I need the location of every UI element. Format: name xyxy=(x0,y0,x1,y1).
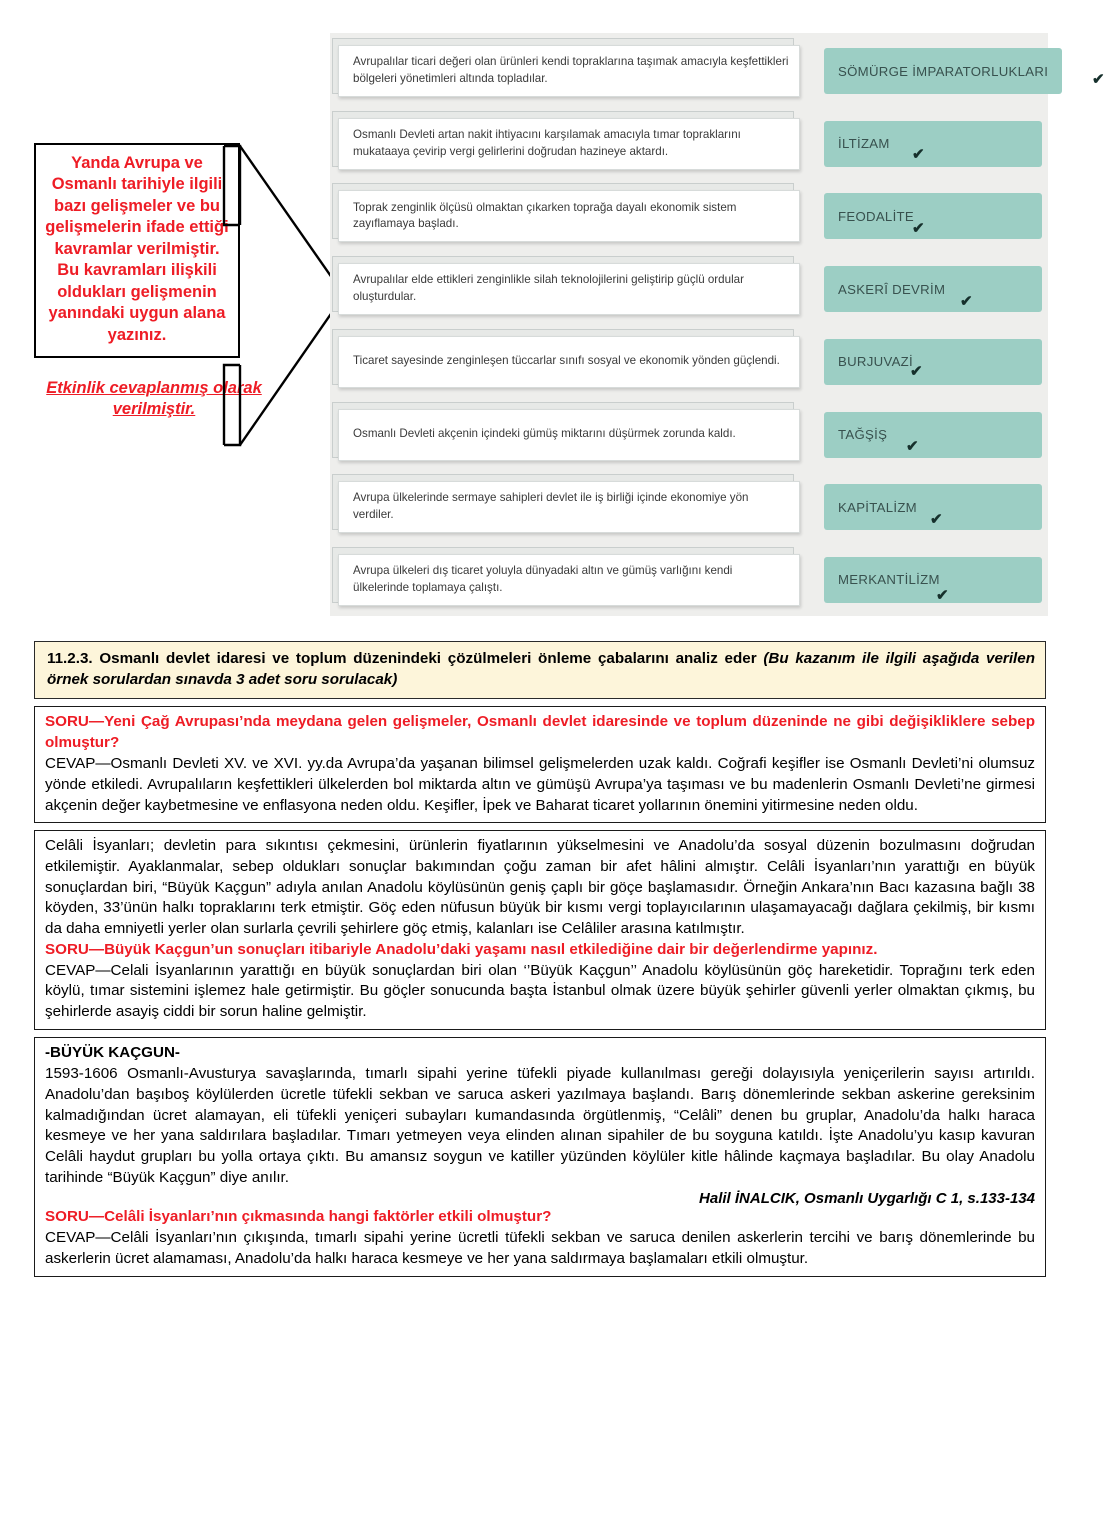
statement-wrapper xyxy=(338,118,800,170)
concept-label: İLTİZAM xyxy=(838,136,890,152)
concept-label: ASKERÎ DEVRİM xyxy=(838,281,946,297)
statement-card xyxy=(338,336,800,388)
statement-wrapper xyxy=(338,336,800,388)
statement-card xyxy=(338,263,800,315)
activity-area xyxy=(0,0,1105,628)
statement-text: Avrupa ülkeleri dış ticaret yoluyla dünyadaki altın ve gümüş varlığını kendi ülkelerinde toplamaya çalıştı. xyxy=(353,564,733,594)
buyuk-kacgun-title: -BÜYÜK KAÇGUN- xyxy=(45,1043,180,1061)
answer-3-text: CEVAP—Celâli İsyanları’nın çıkışında, tımarlı sipahi yerine ücretli tüfekli sekban ve saruca denilen askerlerin tercihi ve barış dönemlerinde bu askerlerin ücret alamaması, Anadolu’da halkı haraca kesmeye ve her yana saldırmaya başlamaları etkili olmuştur. xyxy=(45,1229,1035,1267)
statement-card xyxy=(338,554,800,606)
statement-wrapper xyxy=(338,190,800,242)
matching-row xyxy=(338,186,1042,246)
check-mark-icon: ✔ xyxy=(936,586,949,604)
statement-card xyxy=(338,409,800,461)
matching-row xyxy=(338,41,1105,101)
statement-wrapper xyxy=(338,554,800,606)
question-block-1 xyxy=(34,706,1046,823)
statement-card xyxy=(338,45,800,97)
statement-text: Avrupa ülkelerinde sermaye sahipleri devlet ile iş birliği içinde ekonomiye yön verdiler. xyxy=(353,491,749,522)
answer-2-text: CEVAP—Celali İsyanlarının yarattığı en büyük sonuçlardan biri olan ‘’Büyük Kaçgun’’ Anadolu köylüsünün göç hareketidir. Toprağını terk eden köylü, tımar sistemini işlemez hale getirmiştir. Bu göçler sonucunda başta İstanbul olmak üzere büyük şehirler güvenli yerler olmaktan çıkmış, bu şehirlerde asayiş ciddi bir sorun haline gelmiştir. xyxy=(45,961,1035,1020)
question-1-text: SORU—Yeni Çağ Avrupası’nda meydana gelen gelişmeler, Osmanlı devlet idaresinde ve toplum düzeninde ne gibi değişikliklere sebep olmuştur? xyxy=(45,713,1035,752)
celali-paragraph: Celâli İsyanları; devletin para sıkıntısı çekmesini, ürünlerin fiyatlarının yükselmesini ve Anadolu’da sosyal düzenin bozulmasını doğrudan etkilemiştir. Ayaklanmalar, sebep oldukları sonuçlar bakımından çoğu zaman bir afet hâlini almıştır. Celâli İsyanları’nın yarattığı en büyük sonuçlardan biri, “Büyük Kaçgun” adıyla anılan Anadolu köylüsünün geniş çaplı bir göçe başlamasıdır. Örneğin Ankara’nın Bacı kazasına bağlı 38 köyden, 33’ünün halkı topraklarını terk etmiştir. Göç eden nüfusun büyük bir kısmı vergi toplayıcılarının ulaşamayacağı dağlara çekilmiş, bir kısmı da daha emniyetli yerler olan surlarla çevrili şehirlere göç etmiş, kalanları ise Celâliler arasına katılmıştır. xyxy=(45,837,1035,937)
check-mark-icon: ✔ xyxy=(906,437,919,455)
statement-card xyxy=(338,118,800,170)
statement-text: Osmanlı Devleti artan nakit ihtiyacını karşılamak amacıyla tımar topraklarını mukataaya çevirip vergi gelirlerini doğrudan hazineye aktardı. xyxy=(353,127,741,158)
matching-row xyxy=(338,550,1042,610)
concept-pill xyxy=(824,484,1042,530)
learning-outcome-banner xyxy=(34,641,1046,699)
concept-label: SÖMÜRGE İMPARATORLUKLARI xyxy=(838,63,1049,79)
statement-text: Ticaret sayesinde zenginleşen tüccarlar sınıfı sosyal ve ekonomik yönden güçlendi. xyxy=(353,354,780,368)
statement-text: Avrupalılar elde ettikleri zenginlikle silah teknolojilerini geliştirip güçlü ordular oluşturdular. xyxy=(353,273,744,304)
statement-card xyxy=(338,190,800,242)
check-mark-icon: ✔ xyxy=(1092,71,1105,88)
source-citation: Halil İNALCIK, Osmanlı Uygarlığı C 1, s.133-134 xyxy=(699,1190,1035,1208)
answer-1-text: CEVAP—Osmanlı Devleti XV. ve XVI. yy.da Avrupa’da yaşanan bilimsel gelişmelerden uzak kaldı. Coğrafi keşifler ise Osmanlı Devleti’ni olumsuz yönde etkiledi. Avrupalıların keşfettikleri ülkelerden bol miktarda altın ve gümüşü Avrupa’ya taşıması ve bu madenlerin Osmanlı Devleti’ne girmesi akçenin değer kaybetmesine ve enflasyona neden oldu. Keşifler, İpek ve Baharat ticaret yollarının önemini yitirmesine neden oldu. xyxy=(45,755,1035,814)
instruction-text: Yanda Avrupa ve Osmanlı tarihiyle ilgili bazı gelişmeler ve bu gelişmelerin ifade ettiği kavramlar verilmiştir. Bu kavramları ilişkili oldukları gelişmenin yanındaki uygun alana yazınız. xyxy=(45,154,229,344)
matching-activity-image xyxy=(330,33,1105,616)
concept-label: FEODALİTE xyxy=(838,208,914,224)
statement-wrapper xyxy=(338,409,800,461)
buyuk-kacgun-paragraph: 1593-1606 Osmanlı-Avusturya savaşlarında, tımarlı sipahi yerine tüfekli piyade kullanılması gereği dolayısıyla yeniçerilerin sayısı artırıldı. Anadolu’dan başıboş köylülerden ücretle tüfekli sekban ve saruca askeri yazılmaya başlandı. Barış dönemlerinde sekban askerine gereksinim kalmadığından ücret alamayan, eli tüfekli yeniçeri subayları kumandasında örgütlenmiş, “Celâli” denen bu gruplar, Anadolu’da halkı haraca kesmeye ve her yana saldırılara başladılar. Tımarı yetmeyen veya elinden alınan sipahiler de bu soyguna katıldı. İşte Anadolu’yu kasıp kavuran Celâli haydut grupları bu yolla ortaya çıktı. Bu amansız soygun ve katiller yüzünden köylüler kitle hâlinde kaçmaya başladılar. Bu olay Anadolu tarihinde “Büyük Kaçgun” diye anılır. xyxy=(45,1065,1035,1186)
learning-outcome-main: 11.2.3. Osmanlı devlet idaresi ve toplum düzenindeki çözülmeleri önleme çabalarını analiz eder xyxy=(47,650,764,667)
concept-pill xyxy=(824,48,1105,94)
concept-pill xyxy=(824,339,1042,385)
learning-outcome-text xyxy=(47,649,1035,690)
matching-row xyxy=(338,405,1042,465)
statement-wrapper xyxy=(338,481,800,533)
check-mark-icon: ✔ xyxy=(960,293,973,311)
question-2-text: SORU—Büyük Kaçgun’un sonuçları itibariyle Anadolu’daki yaşamı nasıl etkilediğine dair bir değerlendirme yapınız. xyxy=(45,940,878,958)
activity-answered-note: Etkinlik cevaplanmış olarak verilmiştir. xyxy=(46,378,262,419)
statement-text: Avrupalılar ticari değeri olan ürünleri kendi topraklarına taşımak amacıyla keşfettikleri bölgeleri yönetimleri altında topladılar. xyxy=(353,55,789,85)
document-body xyxy=(34,641,1046,1284)
concept-pill xyxy=(824,266,1042,312)
question-3-text: SORU—Celâli İsyanları’nın çıkmasında hangi faktörler etkili olmuştur? xyxy=(45,1208,552,1226)
check-mark-icon: ✔ xyxy=(912,220,925,238)
matching-row xyxy=(338,259,1042,319)
statement-wrapper xyxy=(338,45,800,97)
right-arrow-outline-icon xyxy=(222,143,347,448)
statement-text: Toprak zenginlik ölçüsü olmaktan çıkarken toprağa dayalı ekonomik sistem zayıflamaya başladı. xyxy=(353,200,737,231)
concept-pill xyxy=(824,121,1042,167)
concept-label: KAPİTALİZM xyxy=(838,499,917,515)
learning-outcome-note: (Bu kazanım ile ilgili aşağıda verilen örnek sorulardan sınavda 3 adet soru sorulacak) xyxy=(47,650,1035,688)
question-block-3 xyxy=(34,1037,1046,1277)
statement-card xyxy=(338,481,800,533)
concept-label: MERKANTİLİZM xyxy=(838,572,940,588)
matching-row xyxy=(338,114,1042,174)
instruction-box xyxy=(34,143,240,358)
check-mark-icon: ✔ xyxy=(910,362,923,380)
concept-label: BURJUVAZİ xyxy=(838,354,913,370)
concept-label: TAĞŞİŞ xyxy=(838,427,888,443)
statement-text: Osmanlı Devleti akçenin içindeki gümüş miktarını düşürmek zorunda kaldı. xyxy=(353,427,736,441)
matching-row xyxy=(338,332,1042,392)
concept-pill xyxy=(824,412,1042,458)
question-block-2 xyxy=(34,830,1046,1029)
check-mark-icon: ✔ xyxy=(912,145,925,163)
matching-rows xyxy=(338,41,1105,610)
statement-wrapper xyxy=(338,263,800,315)
concept-pill xyxy=(824,557,1042,603)
matching-row xyxy=(338,477,1042,537)
check-mark-icon: ✔ xyxy=(930,511,943,529)
concept-pill xyxy=(824,193,1042,239)
